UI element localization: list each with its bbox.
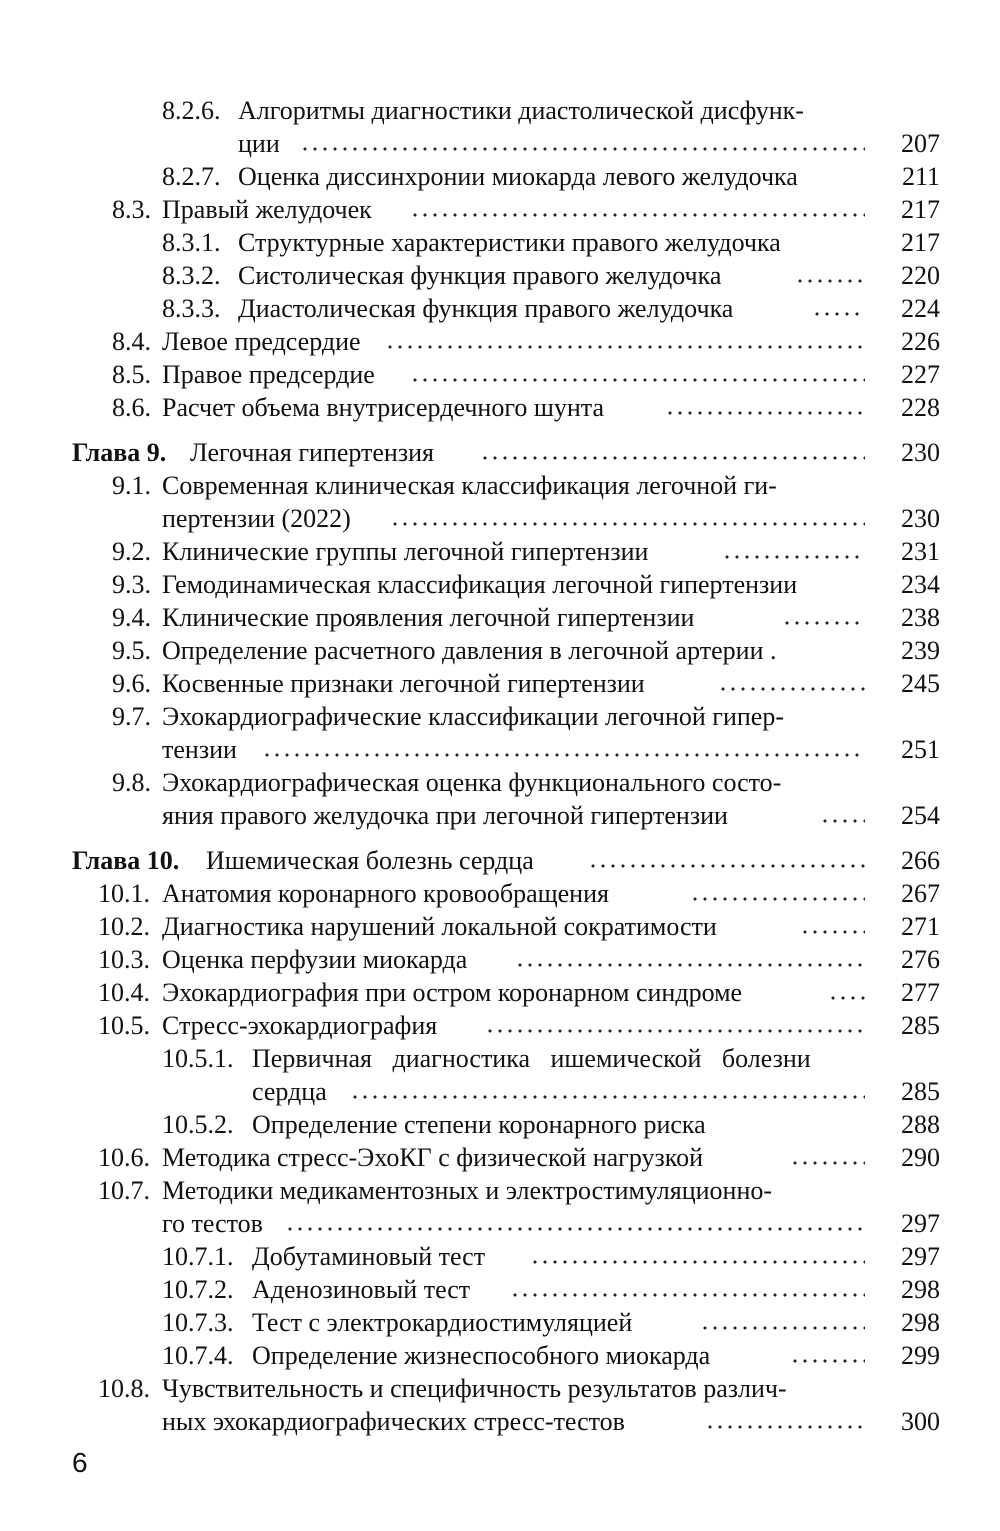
toc-entry-number: 8.2.6. <box>162 96 221 125</box>
toc-entry-page: 238 <box>901 603 940 632</box>
toc-entry-title: го тестов <box>162 1209 263 1238</box>
toc-entry-number: 8.4. <box>112 327 151 356</box>
toc-entry-number: 10.2. <box>98 912 150 941</box>
toc-entry-number: 10.1. <box>98 879 150 908</box>
toc-entry-continuation <box>0 1075 1000 1108</box>
toc-entry-number: 9.3. <box>112 570 151 599</box>
toc-entry <box>0 1174 1000 1207</box>
dot-leader <box>588 864 865 868</box>
toc-entry-title: Эхокардиографическая оценка функционального состо- <box>162 768 782 797</box>
dot-leader <box>510 1293 865 1297</box>
toc-entry-number: 9.4. <box>112 603 151 632</box>
dot-leader <box>530 1260 865 1264</box>
toc-entry-number: 10.6. <box>98 1143 150 1172</box>
toc-entry <box>0 943 1000 976</box>
dot-leader <box>410 378 865 382</box>
toc-entry-continuation <box>0 1405 1000 1438</box>
toc-entry <box>0 1240 1000 1273</box>
toc-entry-number: 10.7.1. <box>162 1242 234 1271</box>
dot-leader <box>262 753 865 757</box>
toc-entry-number: 10.5.2. <box>162 1110 234 1139</box>
dot-leader <box>300 147 865 151</box>
toc-entry-number: 8.2.7. <box>162 162 221 191</box>
toc-entry-title: ции <box>238 129 280 158</box>
toc-entry-number: 9.2. <box>112 537 151 566</box>
toc-entry-page: 300 <box>901 1407 940 1436</box>
toc-entry-page: 297 <box>901 1209 940 1238</box>
toc-entry-number: 8.3. <box>112 195 151 224</box>
toc-entry <box>0 1339 1000 1372</box>
page-number: 6 <box>72 1447 88 1478</box>
toc-entry <box>0 667 1000 700</box>
dot-leader <box>700 1326 865 1330</box>
toc-entry-title: Эхокардиография при остром коронарном синдроме <box>162 978 743 1007</box>
toc-entry-title: Косвенные признаки легочной гипертензии <box>162 669 645 698</box>
toc-entry <box>0 160 1000 193</box>
toc-entry <box>0 1273 1000 1306</box>
dot-leader <box>350 1095 865 1099</box>
dot-leader <box>690 897 865 901</box>
toc-entry-title: Алгоритмы диагностики диастолической дисфунк- <box>238 96 804 125</box>
toc-entry-page: 298 <box>901 1275 940 1304</box>
toc-entry-title: Современная клиническая классификация легочной ги- <box>162 471 777 500</box>
dot-leader <box>812 312 865 316</box>
toc-entry-page: 224 <box>901 294 940 323</box>
dot-leader <box>705 1425 865 1429</box>
toc-entry-title: Правый желудочек <box>162 195 372 224</box>
toc-entry-title: пертензии (2022) <box>162 504 351 533</box>
chapter-label: Глава 10. <box>72 846 180 875</box>
chapter-title: Ишемическая болезнь сердца <box>206 846 534 875</box>
toc-entry-page: 217 <box>901 228 940 257</box>
dot-leader <box>390 522 865 526</box>
toc-entry-page: 251 <box>901 735 940 764</box>
toc-entry-number: 8.3.1. <box>162 228 221 257</box>
toc-entry-page: 228 <box>901 393 940 422</box>
toc-entry-number: 10.3. <box>98 945 150 974</box>
toc-entry-title: Анатомия коронарного кровообращения <box>162 879 609 908</box>
toc-entry-number: 9.6. <box>112 669 151 698</box>
toc-entry-number: 9.1. <box>112 471 151 500</box>
dot-leader <box>480 456 865 460</box>
toc-entry-page: 271 <box>901 912 940 941</box>
toc-entry-title: Стресс-эхокардиография <box>162 1011 438 1040</box>
toc-entry-title: Правое предсердие <box>162 360 375 389</box>
toc-entry-title: Эхокардиографические классификации легочной гипер- <box>162 702 784 731</box>
toc-entry <box>0 1108 1000 1141</box>
toc-entry-page: 285 <box>901 1077 940 1106</box>
toc-entry <box>0 601 1000 634</box>
toc-entry <box>0 1306 1000 1339</box>
toc-entry <box>0 226 1000 259</box>
toc-entry-page: 230 <box>901 438 940 467</box>
toc-entry-title: Структурные характеристики правого желудочка <box>238 228 781 257</box>
toc-chapter <box>0 436 1000 469</box>
toc-entry-number: 9.5. <box>112 636 151 665</box>
dot-leader <box>410 213 865 217</box>
dot-leader <box>385 345 865 349</box>
toc-entry <box>0 568 1000 601</box>
toc-entry-page: 231 <box>901 537 940 566</box>
toc-entry-title: Левое предсердие <box>162 327 361 356</box>
toc-entry <box>0 259 1000 292</box>
toc-entry-number: 10.4. <box>98 978 150 1007</box>
dot-leader <box>820 819 865 823</box>
toc-entry-page: 277 <box>901 978 940 1007</box>
toc-entry <box>0 634 1000 667</box>
toc-entry-page: 220 <box>901 261 940 290</box>
dot-leader <box>800 930 865 934</box>
toc-entry-number: 8.3.2. <box>162 261 221 290</box>
toc-entry-title: Гемодинамическая классификация легочной гипертензии <box>162 570 798 599</box>
toc-entry-page: 297 <box>901 1242 940 1271</box>
dot-leader <box>722 555 865 559</box>
toc-entry-page: 217 <box>901 195 940 224</box>
toc-entry <box>0 535 1000 568</box>
dot-leader <box>515 963 865 967</box>
toc-entry-page: 230 <box>901 504 940 533</box>
toc-entry-title: Методика стресс-ЭхоКГ с физической нагрузкой <box>162 1143 703 1172</box>
toc-entry-number: 8.5. <box>112 360 151 389</box>
toc-entry-title: Добутаминовый тест <box>252 1242 486 1271</box>
toc-entry-number: 9.8. <box>112 768 151 797</box>
toc-entry <box>0 1141 1000 1174</box>
toc-entry-number: 8.6. <box>112 393 151 422</box>
toc-entry-page: 276 <box>901 945 940 974</box>
toc-entry-title: Оценка перфузии миокарда <box>162 945 468 974</box>
toc-entry-title: Тест с электрокардиостимуляцией <box>252 1308 633 1337</box>
toc-entry-page: 267 <box>901 879 940 908</box>
toc-entry <box>0 193 1000 226</box>
toc-entry <box>0 292 1000 325</box>
toc-entry <box>0 1042 1000 1075</box>
toc-entry-title: сердца <box>252 1077 327 1106</box>
toc-entry-number: 8.3.3. <box>162 294 221 323</box>
toc-entry-continuation <box>0 127 1000 160</box>
toc-entry-title: Диагностика нарушений локальной сократимости <box>162 912 717 941</box>
toc-entry <box>0 469 1000 502</box>
toc-entry-page: 266 <box>901 846 940 875</box>
toc-entry <box>0 766 1000 799</box>
toc-entry-page: 239 <box>901 636 940 665</box>
toc-entry <box>0 94 1000 127</box>
dot-leader <box>665 411 865 415</box>
toc-entry-title: Методики медикаментозных и электростимуляционно- <box>162 1176 773 1205</box>
toc-entry-title: яния правого желудочка при легочной гипертензии <box>162 801 728 830</box>
dot-leader <box>828 996 865 1000</box>
toc-entry-title: Систолическая функция правого желудочка <box>238 261 722 290</box>
toc-entry-continuation <box>0 502 1000 535</box>
toc-entry-page: 254 <box>901 801 940 830</box>
toc-entry-page: 207 <box>901 129 940 158</box>
toc-entry-page: 227 <box>901 360 940 389</box>
toc-entry-number: 10.7. <box>98 1176 150 1205</box>
toc-entry-page: 234 <box>901 570 940 599</box>
dot-leader <box>790 1161 865 1165</box>
toc-entry-title: Оценка диссинхронии миокарда левого желудочка <box>238 162 798 191</box>
toc-entry <box>0 976 1000 1009</box>
toc-entry-number: 10.7.2. <box>162 1275 234 1304</box>
toc-entry-title: Аденозиновый тест <box>252 1275 471 1304</box>
dot-leader <box>795 279 865 283</box>
toc-entry-continuation <box>0 799 1000 832</box>
dot-leader <box>790 1359 865 1363</box>
toc-entry-number: 10.5. <box>98 1011 150 1040</box>
toc-entry-number: 10.7.3. <box>162 1308 234 1337</box>
toc-entry-continuation <box>0 733 1000 766</box>
toc-entry-page: 299 <box>901 1341 940 1370</box>
toc-entry <box>0 910 1000 943</box>
toc-chapter <box>0 844 1000 877</box>
dot-leader <box>485 1029 865 1033</box>
toc-entry-title: Чувствительность и специфичность результатов различ- <box>162 1374 787 1403</box>
toc-entry <box>0 1009 1000 1042</box>
toc-entry-page: 288 <box>901 1110 940 1139</box>
toc-entry <box>0 391 1000 424</box>
toc-entry-title: Клинические группы легочной гипертензии <box>162 537 649 566</box>
toc-entry <box>0 1372 1000 1405</box>
toc-entry <box>0 325 1000 358</box>
toc-entry-page: 211 <box>901 162 940 191</box>
toc-entry-title: Определение расчетного давления в легочной артерии . <box>162 636 777 665</box>
toc-entry <box>0 358 1000 391</box>
toc-entry-page: 298 <box>901 1308 940 1337</box>
toc-entry-title: тензии <box>162 735 237 764</box>
dot-leader <box>718 687 865 691</box>
toc-entry-title: Определение жизнеспособного миокарда <box>252 1341 711 1370</box>
toc-entry <box>0 700 1000 733</box>
table-of-contents <box>0 94 1000 1438</box>
toc-entry-title: ных эхокардиографических стресс-тестов <box>162 1407 625 1436</box>
toc-entry-number: 10.8. <box>98 1374 150 1403</box>
toc-entry-title: Определение степени коронарного риска <box>252 1110 706 1139</box>
toc-entry <box>0 877 1000 910</box>
toc-entry-page: 245 <box>901 669 940 698</box>
dot-leader <box>285 1227 865 1231</box>
toc-entry-number: 9.7. <box>112 702 151 731</box>
toc-entry-page: 290 <box>901 1143 940 1172</box>
dot-leader <box>782 621 865 625</box>
toc-entry-number: 10.5.1. <box>162 1044 234 1073</box>
chapter-title: Легочная гипертензия <box>190 438 434 467</box>
toc-entry-title: Первичная диагностика ишемической болезни <box>252 1044 811 1073</box>
toc-entry-title: Диастолическая функция правого желудочка <box>238 294 734 323</box>
toc-entry-page: 285 <box>901 1011 940 1040</box>
chapter-label: Глава 9. <box>72 438 167 467</box>
toc-entry-title: Клинические проявления легочной гипертензии <box>162 603 695 632</box>
toc-entry-continuation <box>0 1207 1000 1240</box>
toc-entry-title: Расчет объема внутрисердечного шунта <box>162 393 604 422</box>
toc-entry-page: 226 <box>901 327 940 356</box>
toc-entry-number: 10.7.4. <box>162 1341 234 1370</box>
